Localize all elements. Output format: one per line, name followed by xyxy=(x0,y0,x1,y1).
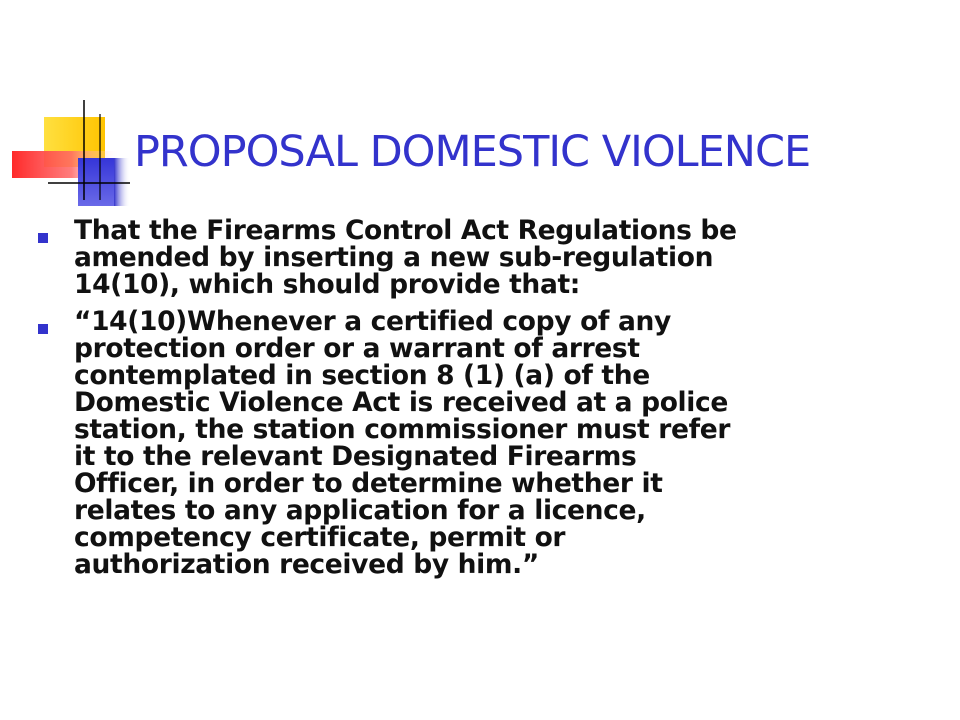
square-bullet-icon xyxy=(38,324,48,334)
bullet-text xyxy=(74,217,938,298)
text-line: relates to any application for a licence, xyxy=(74,495,646,526)
text-line: authorization received by him.” xyxy=(74,549,539,580)
overlapping-squares-logo-icon xyxy=(0,0,140,210)
bullet-item-proposal xyxy=(38,217,938,298)
text-line: competency certificate, permit or xyxy=(74,522,566,553)
text-line: amended by inserting a new sub-regulation xyxy=(74,242,714,273)
bullet-item-regulation-text xyxy=(38,308,938,578)
text-line: Domestic Violence Act is received at a police xyxy=(74,387,729,418)
text-line: protection order or a warrant of arrest xyxy=(74,333,640,364)
text-line: it to the relevant Designated Firearms xyxy=(74,441,637,472)
text-line: “14(10)Whenever a certified copy of any xyxy=(74,306,671,337)
square-bullet-icon xyxy=(38,233,48,243)
bullet-text xyxy=(74,308,938,578)
text-line: That the Firearms Control Act Regulations be xyxy=(74,215,737,246)
slide-title: PROPOSAL DOMESTIC VIOLENCE xyxy=(134,127,811,177)
text-line: 14(10), which should provide that: xyxy=(74,269,581,300)
text-line: contemplated in section 8 (1) (a) of the xyxy=(74,360,650,391)
bullet-list xyxy=(38,217,938,588)
text-line: station, the station commissioner must refer xyxy=(74,414,731,445)
text-line: Officer, in order to determine whether it xyxy=(74,468,663,499)
